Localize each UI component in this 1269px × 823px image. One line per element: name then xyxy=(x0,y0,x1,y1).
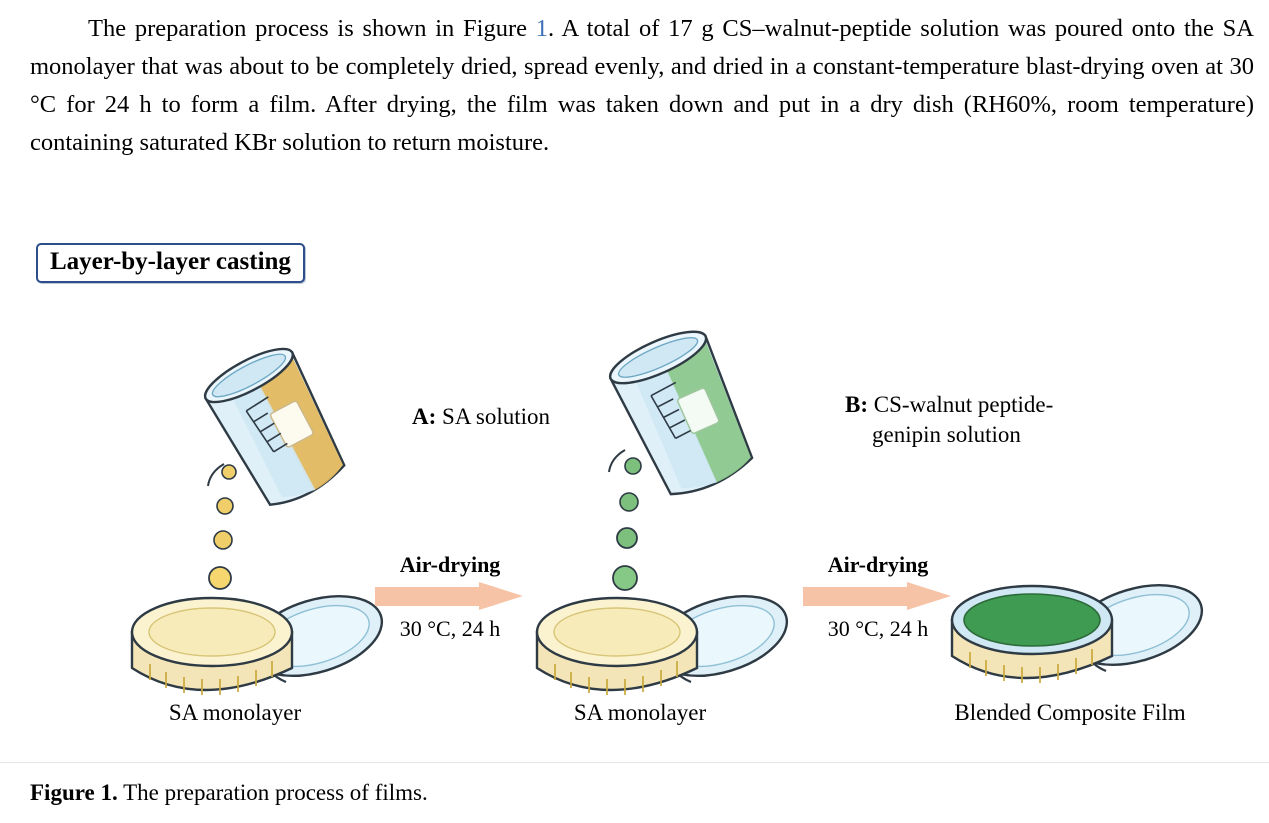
droplet xyxy=(625,458,641,474)
droplet xyxy=(209,567,231,589)
body-paragraph xyxy=(30,10,1254,162)
petri-dish-base xyxy=(537,598,697,695)
droplet xyxy=(222,465,236,479)
badge-label: Layer-by-layer casting xyxy=(50,248,291,275)
droplet xyxy=(217,498,233,514)
figure-1-graphic xyxy=(0,320,1269,760)
droplet xyxy=(214,531,232,549)
arrow-2-shape xyxy=(803,582,953,610)
arrow-1-subtitle: 30 °C, 24 h xyxy=(399,616,501,641)
arrow-1-shape xyxy=(375,582,525,610)
stage-b-group xyxy=(525,320,865,740)
arrow-block-1 xyxy=(355,552,545,642)
figure-caption-label: Figure 1. xyxy=(30,780,118,805)
footer-divider xyxy=(0,762,1269,763)
stage-a-caption: SA monolayer xyxy=(168,700,302,725)
petri-dish-base xyxy=(132,598,292,695)
droplet xyxy=(620,493,638,511)
stage-c-caption: Blended Composite Film xyxy=(954,700,1186,725)
solution-b-tag: B: xyxy=(845,392,868,417)
stage-c-illustration xyxy=(940,320,1269,740)
layer-by-layer-casting-badge xyxy=(36,243,305,283)
stage-b-caption: SA monolayer xyxy=(573,700,707,725)
droplet xyxy=(613,566,637,590)
beaker-cs-solution xyxy=(604,322,762,505)
solution-a-text: SA solution xyxy=(436,404,551,429)
arrow-1-title: Air-drying xyxy=(399,552,501,577)
figure-caption-text: The preparation process of films. xyxy=(117,780,428,805)
arrow-2-subtitle: 30 °C, 24 h xyxy=(827,616,929,641)
figure-caption xyxy=(30,780,428,806)
stage-b-illustration xyxy=(525,320,865,740)
beaker-sa-solution xyxy=(199,339,355,515)
stage-a-group xyxy=(120,320,460,740)
stage-c-group xyxy=(940,320,1269,740)
solution-a-tag: A: xyxy=(412,404,437,429)
figure-reference-link[interactable]: 1 xyxy=(535,15,549,42)
petri-dish-base-composite-film xyxy=(952,586,1112,683)
arrow-2-title: Air-drying xyxy=(827,552,929,577)
droplet xyxy=(617,528,637,548)
solution-b-line-2: genipin solution xyxy=(872,422,1021,447)
paragraph-text-before-ref: The preparation process is shown in Figure xyxy=(88,15,536,42)
stage-a-illustration xyxy=(120,320,460,740)
paragraph-text-after-ref: . A total of 17 g CS–walnut-peptide solution was poured onto the SA monolayer that was about to be completely dried, spread evenly, and dried in a constant-temperature blast-drying oven at 30 °C for 24 h to form a film. After drying, the film was taken down and put in a dry dish (RH60%, room temperature) containing saturated KBr solution to return moisture. xyxy=(30,15,1254,156)
solution-b-text-1: CS-walnut peptide- xyxy=(868,392,1054,417)
